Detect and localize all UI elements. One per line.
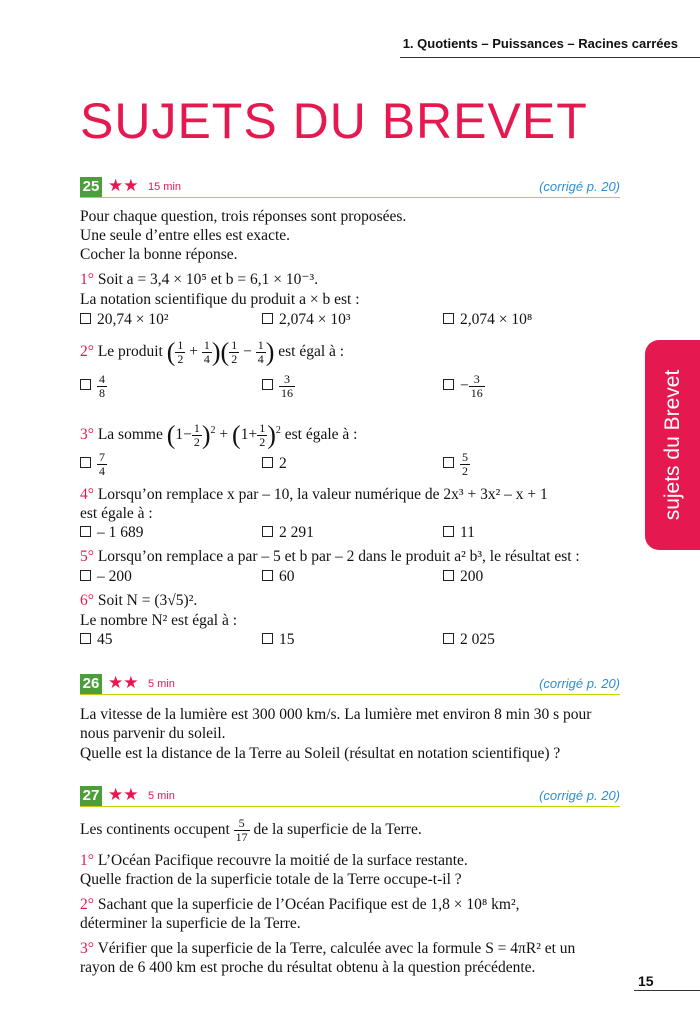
answer-option[interactable]: $\frac{4}{8}$: [80, 368, 107, 404]
checkbox-icon[interactable]: [80, 379, 91, 390]
question-6: [80, 591, 197, 610]
duration: 5 min: [148, 790, 175, 802]
corrige-reference: (corrigé p. 20): [539, 676, 620, 691]
checkbox-icon[interactable]: [443, 526, 454, 537]
question-number: 4°: [80, 486, 94, 503]
checkbox-icon[interactable]: [262, 570, 273, 581]
checkbox-icon[interactable]: [262, 526, 273, 537]
corrige-reference: (corrigé p. 20): [539, 788, 620, 803]
answer-option[interactable]: 2 025: [443, 630, 495, 649]
question-text: Soit N = (3√5)².: [97, 592, 198, 609]
question-number: 2°: [80, 896, 94, 913]
question-text: déterminer la superficie de la Terre.: [80, 915, 301, 932]
page-title: SUJETS DU BREVET: [80, 93, 588, 149]
question-3: 3° La somme (1− $\frac{1}{2}$ )$^2$ + (1+ $\frac{1}{2}$ )$^2$ est égale à :: [80, 420, 358, 450]
question-text: Quelle fraction de la superficie totale de la Terre occupe-t-il ?: [80, 871, 462, 888]
checkbox-icon[interactable]: [443, 379, 454, 390]
question-number: 3°: [80, 940, 94, 957]
exercise-number: 25: [80, 177, 102, 197]
answer-option[interactable]: 11: [443, 523, 475, 542]
checkbox-icon[interactable]: [443, 457, 454, 468]
answer-option[interactable]: $\frac{5}{2}$: [443, 446, 470, 482]
header-divider: [400, 57, 700, 58]
answer-option[interactable]: – 1 689: [80, 523, 144, 542]
question-1: 1° L’Océan Pacifique recouvre la moitié de la surface restante.: [80, 852, 468, 869]
checkbox-icon[interactable]: [262, 379, 273, 390]
answer-option[interactable]: − $\frac{3}{16}$: [443, 368, 485, 404]
exercise-intro: Les continents occupent $\frac{5}{17}$ de la superficie de la Terre.: [80, 815, 422, 844]
answer-option[interactable]: $\frac{3}{16}$: [262, 368, 295, 404]
question-2: 2° Le produit ( $\frac{1}{2}$ + $\frac{1}{4}$ )( $\frac{1}{2}$ − $\frac{1}{4}$ ) est égal à :: [80, 337, 345, 367]
question-subtext: est égale à :: [80, 505, 153, 522]
intro-line: Cocher la bonne réponse.: [80, 246, 238, 263]
checkbox-icon[interactable]: [262, 313, 273, 324]
checkbox-icon[interactable]: [262, 457, 273, 468]
side-tab-label: sujets du Brevet: [660, 369, 684, 521]
checkbox-icon[interactable]: [443, 633, 454, 644]
question-text: Lorsqu’on remplace a par – 5 et b par – 2 dans le produit a² b³, le résultat est :: [97, 548, 580, 565]
exercise-text: Quelle est la distance de la Terre au Soleil (résultat en notation scientifique) ?: [80, 745, 561, 762]
answer-option[interactable]: – 200: [80, 567, 132, 586]
exercise-number: 27: [80, 786, 102, 806]
chapter-title: 1. Quotients – Puissances – Racines carrées: [402, 36, 678, 51]
difficulty-stars: ★★: [108, 176, 139, 195]
answer-option[interactable]: 60: [262, 567, 295, 586]
question-number: 1°: [80, 271, 94, 288]
side-tab: [645, 340, 700, 550]
exercise-text: nous parvenir du soleil.: [80, 725, 226, 742]
answer-option[interactable]: 15: [262, 630, 295, 649]
duration: 5 min: [148, 678, 175, 690]
question-4: [80, 485, 548, 504]
checkbox-icon[interactable]: [443, 570, 454, 581]
question-number: 5°: [80, 548, 94, 565]
exercise-text: La vitesse de la lumière est 300 000 km/s. La lumière met environ 8 min 30 s pour: [80, 706, 592, 723]
exercise-25-header: [80, 177, 620, 198]
corrige-reference: (corrigé p. 20): [539, 179, 620, 194]
intro-line: Pour chaque question, trois réponses sont proposées.: [80, 208, 407, 225]
question-text: Soit a = 3,4 × 10⁵ et b = 6,1 × 10⁻³.: [97, 271, 319, 288]
answer-option[interactable]: 20,74 × 10²: [80, 310, 169, 329]
checkbox-icon[interactable]: [80, 457, 91, 468]
checkbox-icon[interactable]: [80, 526, 91, 537]
question-1: [80, 270, 318, 289]
answer-option[interactable]: 2 291: [262, 523, 314, 542]
checkbox-icon[interactable]: [443, 313, 454, 324]
question-text: est égal à :: [278, 343, 345, 360]
answer-option[interactable]: $\frac{7}{4}$: [80, 446, 107, 482]
question-text: rayon de 6 400 km est proche du résultat obtenu à la question précédente.: [80, 959, 536, 976]
question-subtext: La notation scientifique du produit a × b est :: [80, 291, 360, 308]
question-text: La somme: [97, 426, 163, 444]
question-subtext: Le nombre N² est égal à :: [80, 612, 238, 629]
question-text: Lorsqu’on remplace x par – 10, la valeur numérique de 2x³ + 3x² – x + 1: [97, 486, 548, 503]
checkbox-icon[interactable]: [80, 633, 91, 644]
checkbox-icon[interactable]: [262, 633, 273, 644]
question-number: 6°: [80, 592, 94, 609]
question-text: Le produit: [97, 343, 163, 360]
page-number-divider: [634, 990, 700, 991]
checkbox-icon[interactable]: [80, 570, 91, 581]
question-2: 2° Sachant que la superficie de l’Océan Pacifique est de 1,8 × 10⁸ km²,: [80, 896, 520, 913]
duration: 15 min: [148, 181, 182, 193]
exercise-26-header: [80, 674, 620, 695]
question-number: 1°: [80, 852, 94, 869]
exercise-number: 26: [80, 674, 102, 694]
answer-option[interactable]: 200: [443, 567, 483, 586]
question-5: [80, 547, 580, 566]
checkbox-icon[interactable]: [80, 313, 91, 324]
difficulty-stars: ★★: [108, 785, 139, 804]
answer-option[interactable]: 2,074 × 10⁸: [443, 310, 532, 329]
intro-line: Une seule d’entre elles est exacte.: [80, 227, 291, 244]
question-3: 3° Vérifier que la superficie de la Terre, calculée avec la formule S = 4πR² et un: [80, 940, 576, 957]
answer-option[interactable]: 2,074 × 10³: [262, 310, 351, 329]
answer-option[interactable]: 2: [262, 446, 287, 482]
question-text: est égale à :: [284, 426, 358, 444]
exercise-27-header: [80, 786, 620, 807]
answer-option[interactable]: 45: [80, 630, 113, 649]
question-number: 3°: [80, 426, 94, 444]
question-number: 2°: [80, 343, 94, 360]
difficulty-stars: ★★: [108, 673, 139, 692]
page-number: 15: [638, 973, 654, 989]
